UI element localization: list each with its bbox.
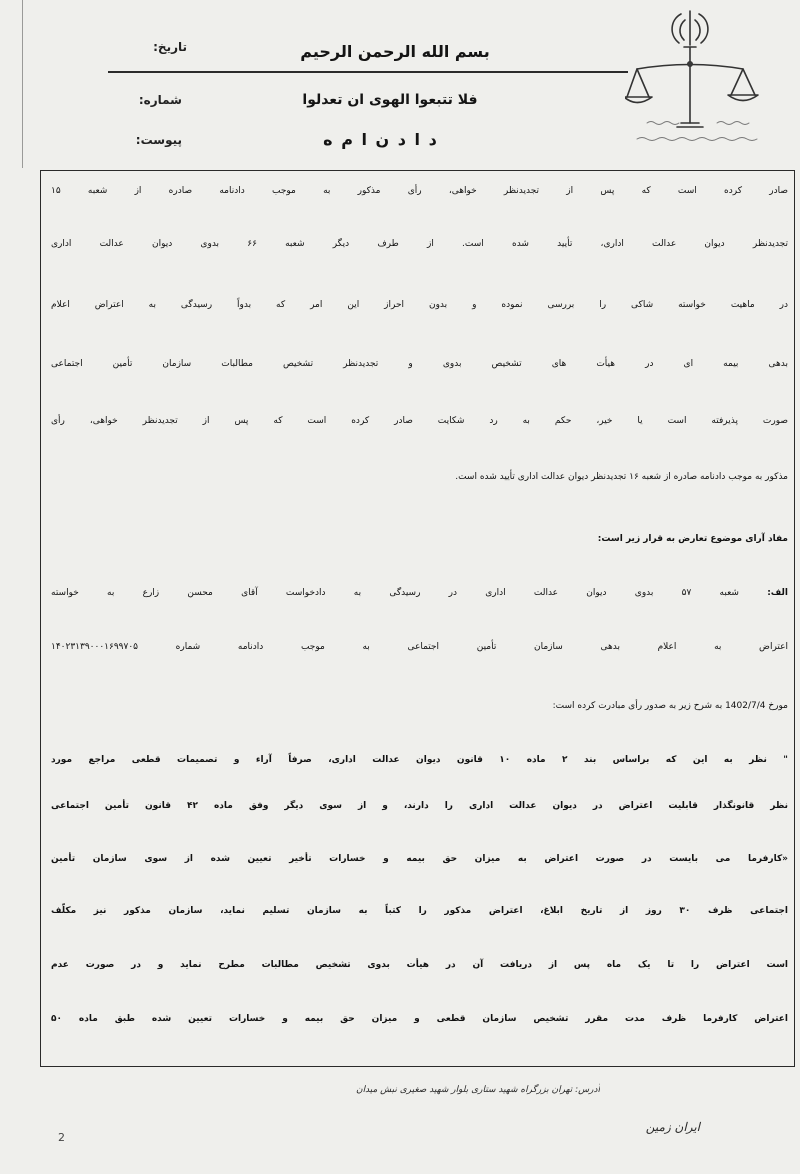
- judiciary-emblem: [625, 5, 795, 155]
- scale-right-strings: [731, 69, 755, 95]
- scan-edge-line: [22, 0, 23, 168]
- quran-verse: فلا تتبعوا الهوی ان تعدلوا: [302, 92, 478, 108]
- scale-left-pan: [625, 97, 652, 103]
- text-line: بدهی بیمه ای در هیأت های تشخیص بدوی و تجدیدنظر تشخیص مطالبات سازمان تأمین اجتماعی: [51, 359, 788, 369]
- quote-line: " نظر به این که براساس بند ۲ ماده ۱۰ قانون دیوان عدالت اداری، صرفاً آراء و تصمیمات قطعی مراجع مورد: [51, 755, 788, 765]
- scale-right-pan: [728, 95, 758, 101]
- bismillah-heading: بسم الله الرحمن الرحیم: [300, 42, 490, 61]
- scale-left-strings: [627, 69, 649, 97]
- scale-pivot: [688, 62, 693, 67]
- text-line: شعبه ۵۷ بدوی دیوان عدالت اداری در رسیدگی به دادخواست آقای محسن زارع به خواسته: [51, 588, 739, 598]
- quote-line: اعتراض کارفرما ظرف مدت مقرر تشخیص سازمان قطعی و میزان حق بیمه و خسارات تعیین شده طبق ماده ۵۰: [51, 1014, 788, 1024]
- header-rule: [108, 71, 628, 73]
- caption-stroke: [637, 138, 757, 141]
- text-line: اعتراض به اعلام بدهی سازمان تأمین اجتماعی به موجب دادنامه شماره ۱۴۰۲۳۱۳۹۰۰۰۱۶۹۹۷۰۵: [51, 642, 788, 652]
- text-line: مورخ 1402/7/4 به شرح زیر به صدور رأی مبادرت کرده است:: [552, 701, 788, 711]
- text-line: صادر کرده است که پس از تجدیدنظر خواهی، رأی مذکور به موجب دادنامه صادره از شعبه ۱۵: [51, 186, 788, 196]
- scale-foot: [677, 123, 703, 127]
- body-frame: [40, 170, 795, 1067]
- quote-line: است اعتراض را تا یک ماه پس از دریافت آن در هیأت بدوی تشخیص مطالبات مطرح نماید و در صورت عدم: [51, 960, 788, 970]
- document-type-title: د ا د ن ا م ه: [323, 130, 437, 149]
- quote-line: «کارفرما می بایست در صورت اعتراض به میزان حق بیمه و خسارات تأخیر تعیین شده از سوی سازمان تأمین: [51, 854, 788, 864]
- page-number: 2: [58, 1131, 65, 1144]
- attachment-label: پیوست:: [135, 133, 182, 147]
- quote-line: نظر قانونگذار قابلیت اعتراض در دیوان عدالت اداری را دارند، و از سوی دیگر وفق ماده ۴۲ قانون تأمین اجتماعی: [51, 801, 788, 811]
- date-label: تاریخ:: [153, 40, 187, 54]
- scales-of-justice-icon: [625, 47, 758, 127]
- text-line: در ماهیت خواسته شاکی را بررسی نموده و بدون احراز این امر که بدواً رسیدگی به اعتراض اعلام: [51, 300, 788, 310]
- section-heading: مفاد آرای موضوع تعارض به قرار زیر است:: [597, 534, 788, 544]
- quote-line: اجتماعی ظرف ۳۰ روز از تاریخ ابلاغ، اعتراض مذکور را کتباً به سازمان تسلیم نماید، سازمان مذکور نیز مکلّف: [51, 906, 788, 916]
- item-a-label: الف:: [767, 588, 788, 598]
- emblem-inner-left: [680, 20, 685, 40]
- text-line: تجدیدنظر دیوان عدالت اداری، تأیید شده است. از طرف دیگر شعبه ۶۶ بدوی دیوان عدالت اداری: [51, 239, 788, 249]
- national-emblem-icon: [672, 11, 708, 47]
- text-line: مذکور به موجب دادنامه صادره از شعبه ۱۶ تجدیدنظر دیوان عدالت اداری تأیید شده است.: [455, 472, 788, 482]
- emblem-caption-scribble: [637, 122, 757, 141]
- footer-address: آدرس: تهران بزرگراه شهید ستاری بلوار شهید صغیری نبش میدان: [355, 1085, 600, 1095]
- number-label: شماره:: [138, 93, 182, 107]
- item-a-line: [51, 578, 788, 608]
- text-line: صورت پذیرفته است یا خیر، حکم به رد شکایت صادر کرده است که پس از تجدیدنظر خواهی، رأی: [51, 416, 788, 426]
- emblem-inner-right: [695, 20, 700, 40]
- footer-address-continued: ایران زمین: [645, 1120, 700, 1134]
